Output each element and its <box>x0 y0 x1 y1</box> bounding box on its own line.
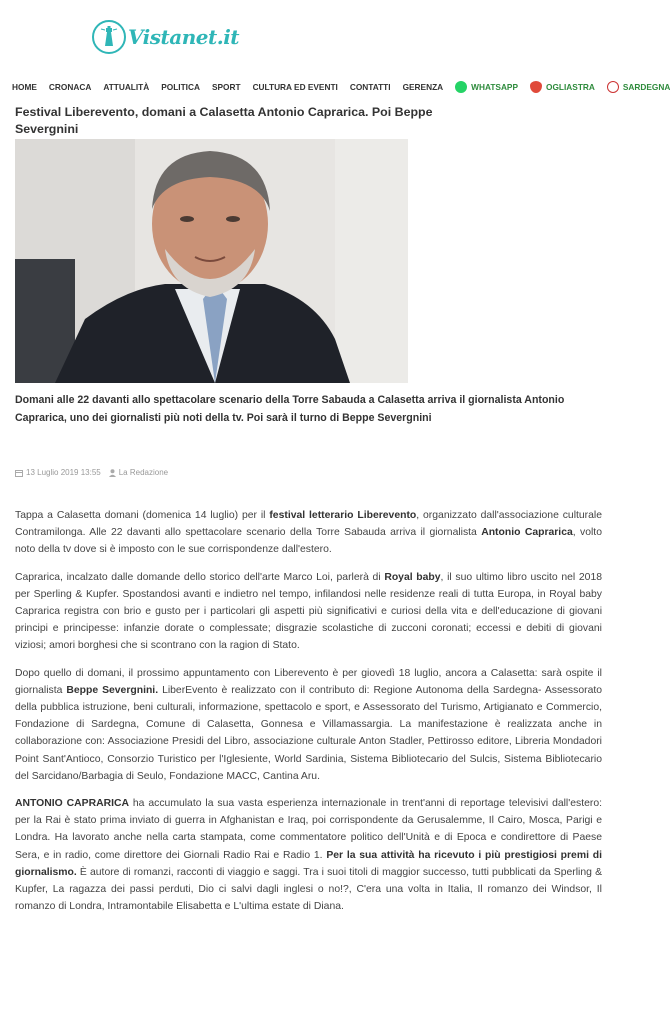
paragraph-3: Dopo quello di domani, il prossimo appuntamento con Liberevento è per giovedì 18 luglio, ancora a Calasetta: sarà ospite il giornalista Beppe Severgnini. LiberEvento è realizzato con il contributo di: Regione Autonoma della Sardegna- Assessorato della pubblica istruzione, beni culturali, informazione, spettacolo e sport, e Assessorato del Turismo, Artigianato e Commercio, Fondazione di Sardegna, Comune di Calasetta, Gonnesa e Villamassargia. La manifestazione è realizzata anche in collaborazione con: Associazione Presidi del Libro, associazione culturale Anton Stadler, Pettirosso editore, Libreria Mondadori Point Sant'Antioco, Consorzio Turistico per l'Iglesiente, World Sardinia, Sistema Bibliotecario del Sulcis, Sistema Bibliotecario del Sarcidano/Barbagia di Seulo, Fondazione MACC, Cantina Aru. <box>15 667 603 782</box>
site-logo[interactable] <box>92 20 239 54</box>
nav-whatsapp[interactable] <box>455 81 518 93</box>
paragraph-1: Tappa a Calasetta domani (domenica 14 luglio) per il festival letterario Liberevento, organizzato dall'associazione culturale Contramilonga. Alle 22 davanti allo spettacolare scenario della Torre Sabauda arriva il giornalista Antonio Caprarica, volto noto della tv dove si è imposto con le sue corrispondenze dall'estero. <box>15 510 602 556</box>
nav-sport[interactable]: SPORT <box>211 82 241 92</box>
strawberry-icon <box>530 81 542 93</box>
nav-whatsapp-label: WHATSAPP <box>471 82 519 92</box>
article-hero-image <box>15 139 408 383</box>
nav-cultura[interactable]: CULTURA ED EVENTI <box>252 82 338 92</box>
book-title: Royal baby <box>384 571 441 583</box>
festival-name: festival letterario Liberevento <box>269 510 417 521</box>
article-date: 13 Luglio 2019 13:55 <box>26 468 101 477</box>
paragraph-4: ANTONIO CAPRARICA ha accumulato la sua vasta esperienza internazionale in trent'anni di reportage televisivi dall'estero: per la Rai è stato prima inviato di guerra in Afghanistan e Iraq, poi corrispondente da Gerusalemme, Il Cairo, Mosca, Parigi e Londra. Ha lavorato anche nella carta stampata, come commentatore politico dell'Unità e di Epoca e condirettore di Paese Sera, e in radio, come direttore dei Giornali Radio Rai e Radio 1. Per la sua attività ha ricevuto i più prestigiosi premi di giornalismo. È autore di romanzi, racconti di viaggio e saggi. Tra i suoi titoli di maggior successo, tutti pubblicati da Sperling & Kupfer, La ragazza dei passi perduti, Dio ci salvi dagli inglesi o no!?, C'era una volta in Italia, Il romanzo dei Windsor, Il romanzo di Londra, Intramontabile Elisabetta e L'ultima estate di Diana. <box>15 798 602 913</box>
article-body <box>15 507 602 925</box>
nav-sardegna-label: SARDEGNA <box>622 82 670 92</box>
article-lead: Domani alle 22 davanti allo spettacolare scenario della Torre Sabauda a Calasetta arriva il giornalista Antonio Caprarica, uno dei giornalisti più noti della tv. Poi sarà il turno di Beppe Severgnini <box>15 394 565 424</box>
nav-attualita[interactable]: ATTUALITÀ <box>103 82 150 92</box>
nav-ogliastra-label: OGLIASTRA <box>546 82 595 92</box>
nav-sardegna[interactable] <box>607 81 670 93</box>
calendar-icon <box>15 469 23 477</box>
nav-contatti[interactable]: CONTATTI <box>349 82 391 92</box>
nav-home[interactable]: HOME <box>12 82 37 92</box>
logo-text: Vistanet.it <box>128 25 240 49</box>
bio-name: ANTONIO CAPRARICA <box>15 798 129 810</box>
nav-gerenza[interactable]: GERENZA <box>402 82 444 92</box>
nav-cronaca[interactable]: CRONACA <box>48 82 92 92</box>
article-title: Festival Liberevento, domani a Calasetta Antonio Caprarica. Poi Beppe Severgnini <box>15 105 433 136</box>
nav-politica[interactable]: POLITICA <box>161 82 200 92</box>
guest-name: Antonio Caprarica <box>481 527 573 539</box>
whatsapp-icon <box>455 81 467 93</box>
user-icon <box>109 469 116 477</box>
nav-ogliastra[interactable] <box>530 81 595 93</box>
lighthouse-icon <box>92 20 126 54</box>
bio-highlight: Per la sua attività ha ricevuto i più prestigiosi premi di giornalismo. <box>15 849 602 878</box>
main-nav <box>12 79 670 95</box>
article-meta <box>15 468 176 477</box>
flag-icon <box>607 81 619 93</box>
portrait-illustration <box>15 139 408 383</box>
article-author[interactable]: La Redazione <box>118 468 169 477</box>
next-guest-name: Beppe Severgnini. <box>66 684 159 696</box>
paragraph-2: Caprarica, incalzato dalle domande dello storico dell'arte Marco Loi, parlerà di Royal baby, il suo ultimo libro uscito nel 2018 per Sperling & Kupfer. Spostandosi avanti e indietro nel tempo, infilandosi nelle residenze reali di tutta Europa, in Royal baby Caprarica registra con brio e gusto per i particolari gli aspetti più significativi e curiosi della vita e dell'educazione di giovani principi e principesse: infanzie dorate o complessate; disgrazie scolastiche di zucconi coronati; eccessi e debiti di giovani viziosi; amori borghesi che si scontrano con la ragion di Stato. <box>15 571 602 652</box>
